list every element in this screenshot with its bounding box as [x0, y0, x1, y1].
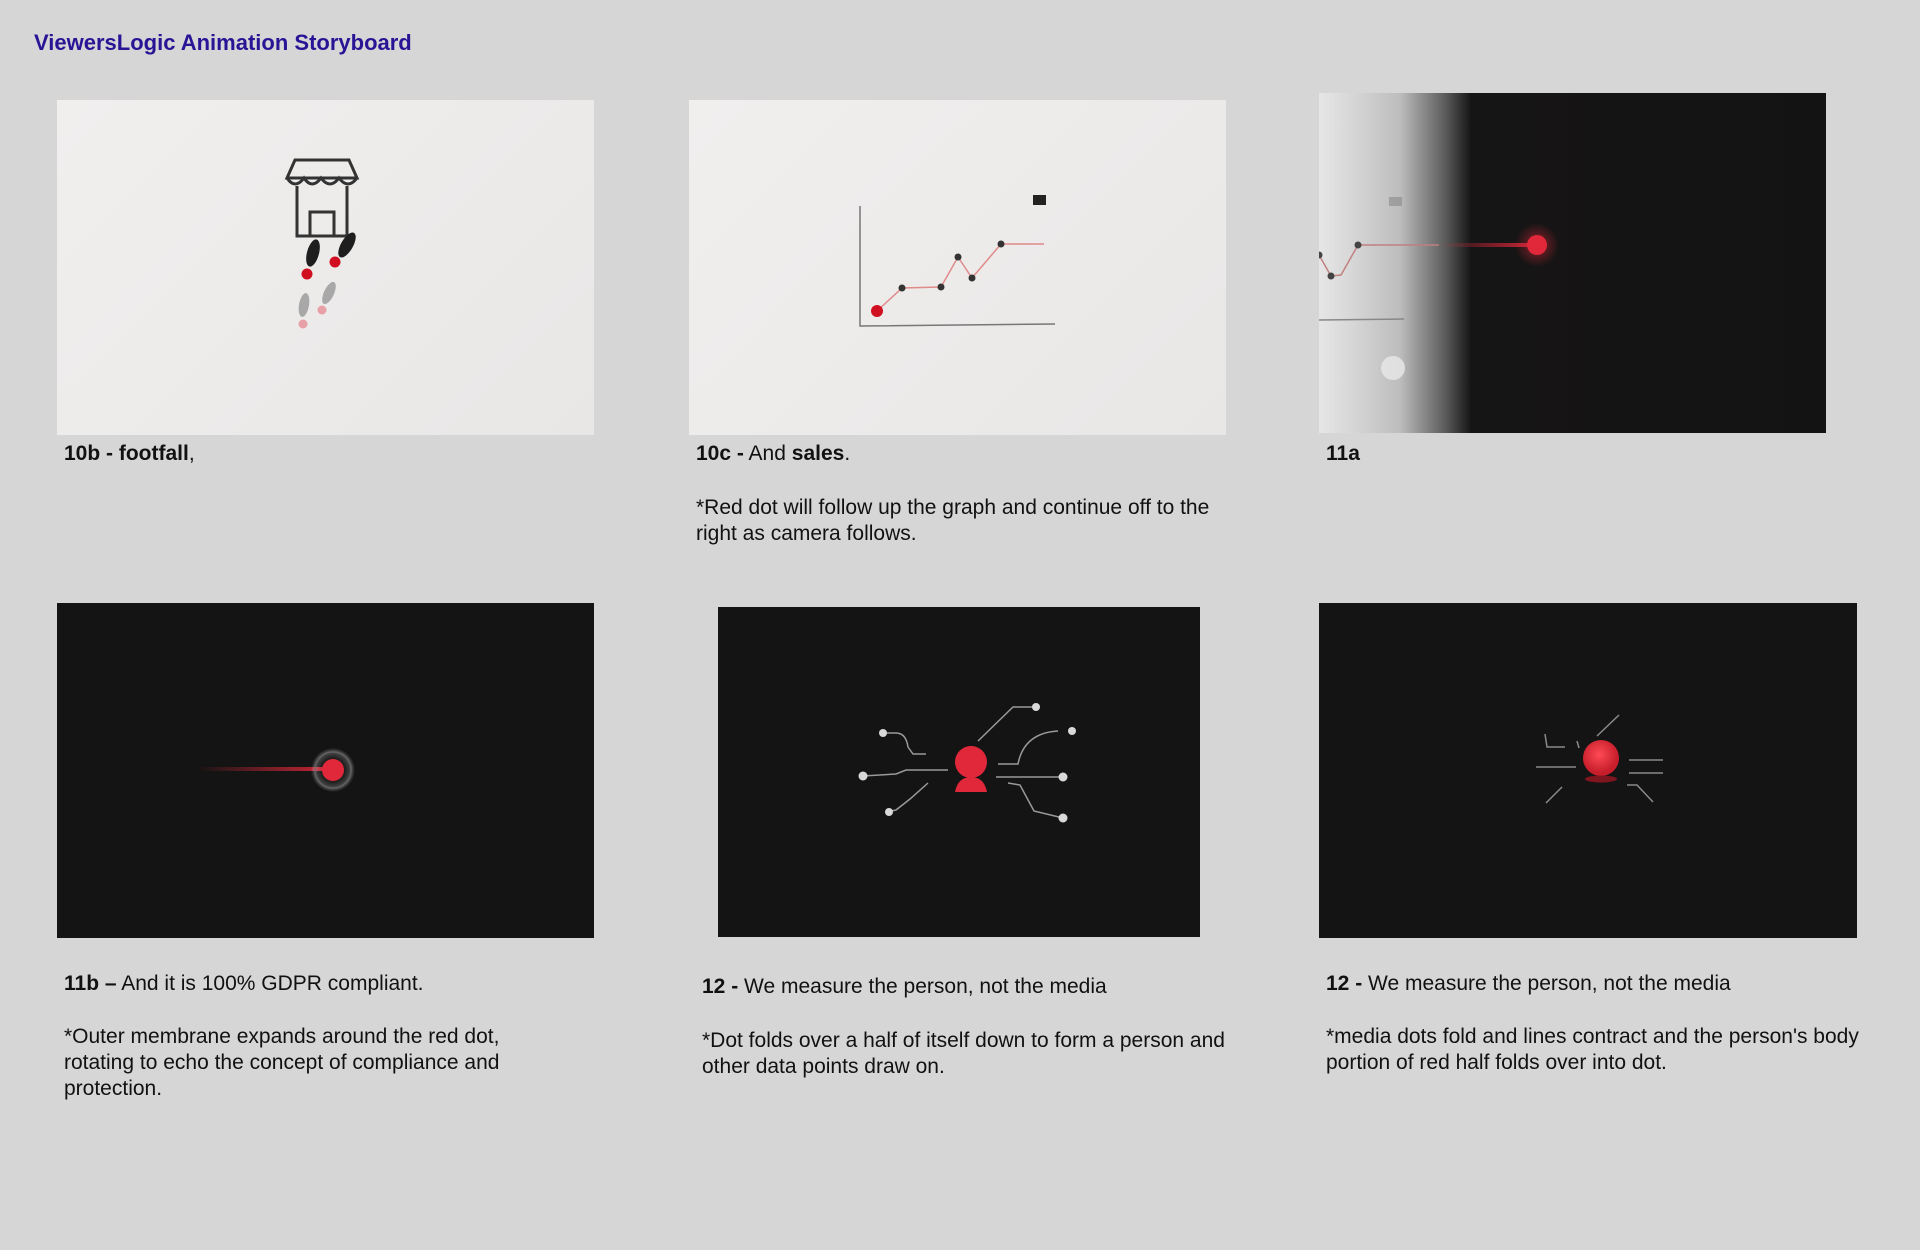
- graph-axes: [860, 206, 1055, 326]
- data-point: [1355, 242, 1362, 249]
- page-title: ViewersLogic Animation Storyboard: [34, 30, 412, 55]
- caption-12b: 12 - We measure the person, not the media: [1326, 972, 1731, 995]
- person-body: [955, 777, 987, 792]
- person-data-illustration: [718, 607, 1200, 937]
- footprint-faded: [297, 292, 311, 317]
- caption-12a: 12 - We measure the person, not the media: [702, 975, 1107, 998]
- red-dot: [871, 305, 883, 317]
- caption-10c: 10c - And sales.: [696, 442, 851, 465]
- caption-11b: 11b – And it is 100% GDPR compliant.: [64, 972, 424, 995]
- data-point: [938, 284, 945, 291]
- graph-line: [1319, 245, 1439, 276]
- red-dot-trail: [197, 767, 325, 771]
- note-11b: *Outer membrane expands around the red dot, rotating to echo the concept of compliance and protection.: [64, 1025, 500, 1100]
- graph-axis: [1319, 319, 1404, 320]
- red-dot-faded: [318, 306, 327, 315]
- sales-graph-illustration: [689, 100, 1226, 435]
- marker-square: [1033, 195, 1046, 205]
- footprint-faded: [319, 280, 338, 306]
- red-dot: [1527, 235, 1547, 255]
- storyboard-frame-12b: [1319, 603, 1857, 938]
- caption-10b: 10b - footfall,: [64, 442, 195, 465]
- note-10c: *Red dot will follow up the graph and continue off to the right as camera follows.: [696, 496, 1210, 545]
- data-point: [969, 275, 976, 282]
- marker-square: [1389, 197, 1402, 206]
- data-point: [1328, 273, 1335, 280]
- red-dot: [1583, 740, 1619, 776]
- red-dot: [302, 269, 313, 280]
- note-12a: *Dot folds over a half of itself down to form a person and other data points draw on.: [702, 1029, 1225, 1078]
- storyboard-frame-10b: [57, 100, 594, 435]
- storyboard-frame-10c: [689, 100, 1226, 435]
- data-point: [998, 241, 1005, 248]
- red-dot-faded: [299, 320, 308, 329]
- store-icon: [287, 160, 357, 236]
- graph-line: [877, 244, 1044, 311]
- caption-11a: 11a: [1326, 442, 1360, 465]
- transition-illustration: [1319, 93, 1826, 433]
- data-point: [1319, 252, 1323, 259]
- red-dot: [322, 759, 344, 781]
- white-dot: [1381, 356, 1405, 380]
- dot-fold: [1585, 776, 1617, 783]
- storyboard-frame-11a: [1319, 93, 1826, 433]
- footprint: [304, 238, 323, 268]
- data-point: [955, 254, 962, 261]
- contracting-lines-illustration: [1319, 603, 1857, 938]
- data-point: [899, 285, 906, 292]
- note-12b: *media dots fold and lines contract and the person's body portion of red half folds over into dot.: [1326, 1025, 1859, 1074]
- compliance-dot-illustration: [57, 603, 594, 938]
- red-dot: [330, 257, 341, 268]
- person-head: [955, 746, 987, 778]
- storyboard-frame-11b: [57, 603, 594, 938]
- storyboard-frame-12a: [718, 607, 1200, 937]
- store-footfall-illustration: [57, 100, 594, 435]
